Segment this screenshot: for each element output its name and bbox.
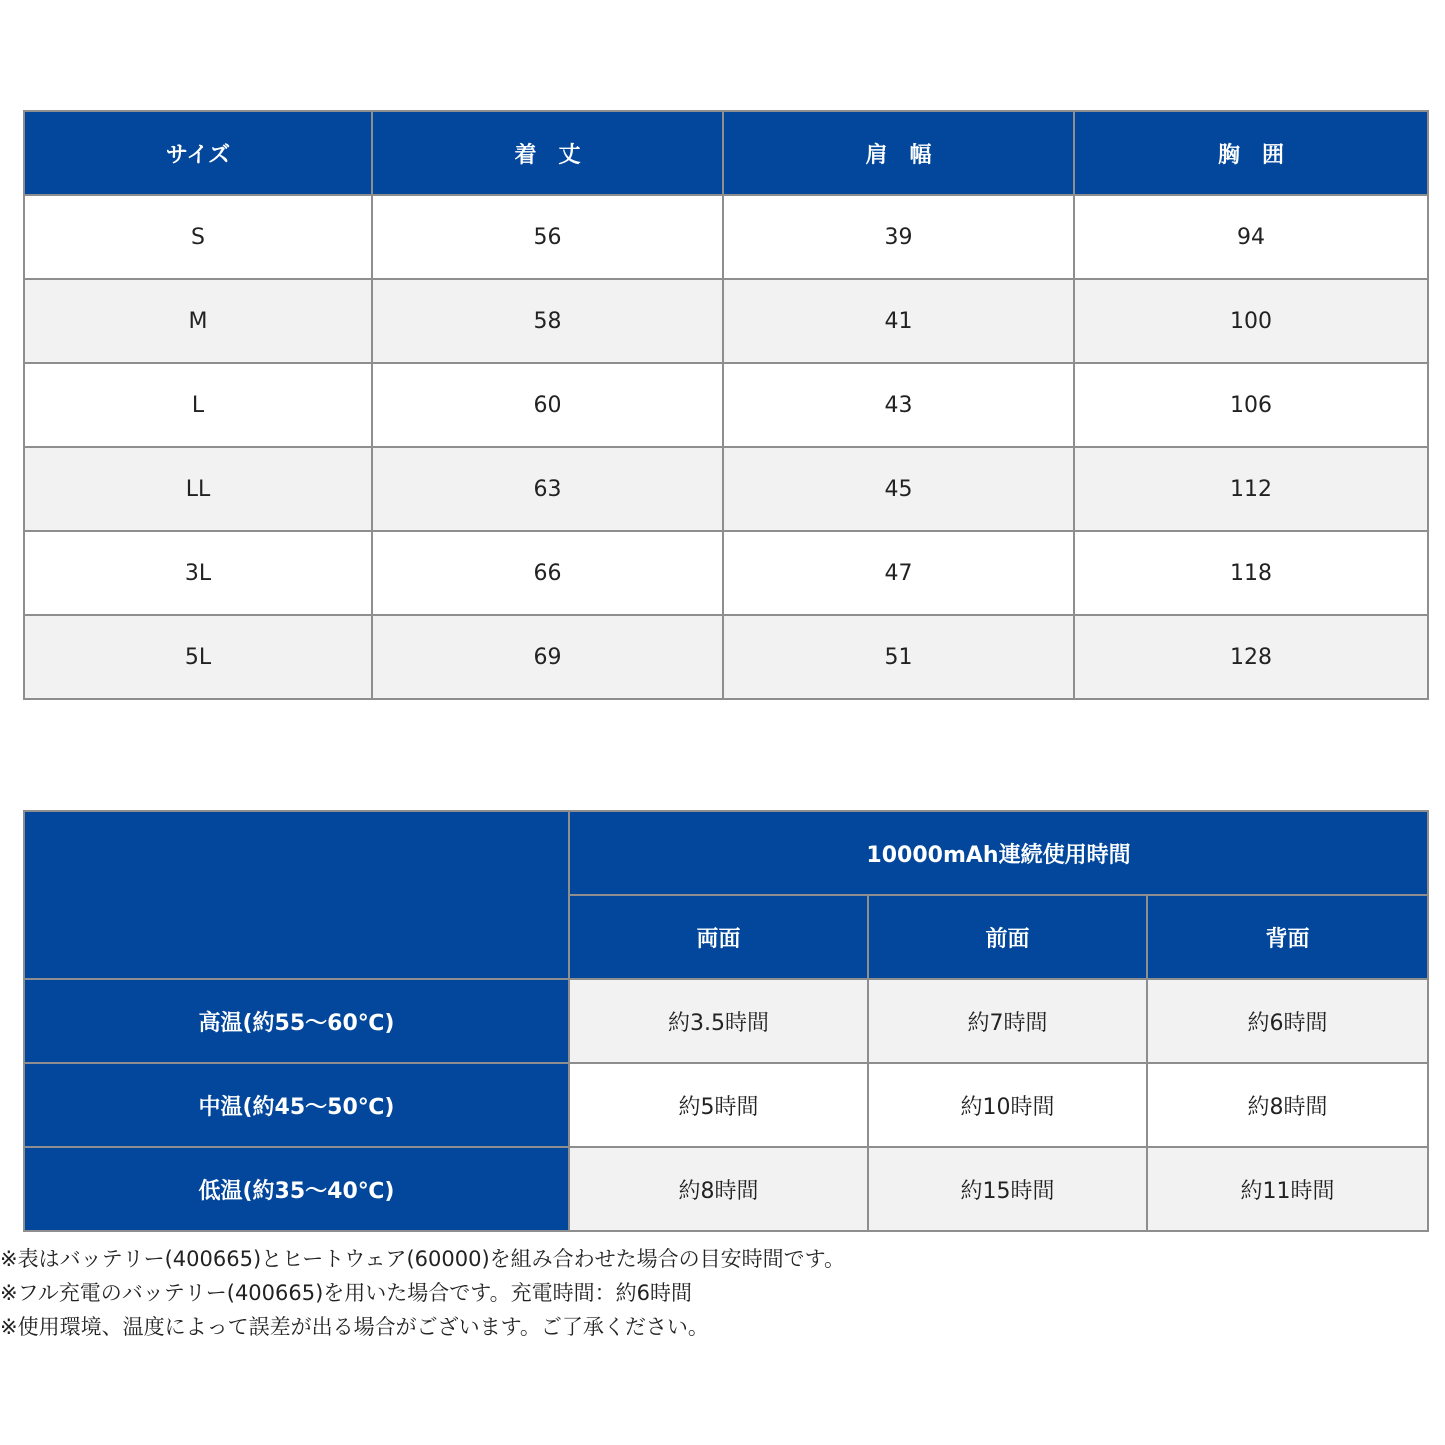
usage-time-table <box>23 810 1429 1232</box>
header-front: 前面 <box>868 895 1147 979</box>
table-row <box>24 279 1428 363</box>
table-row <box>24 195 1428 279</box>
header-back: 背面 <box>1147 895 1428 979</box>
chest-cell: 100 <box>1074 279 1428 363</box>
table-row <box>24 979 1428 1063</box>
time-cell: 約3.5時間 <box>569 979 868 1063</box>
shoulder-cell: 51 <box>723 615 1074 699</box>
time-cell: 約10時間 <box>868 1063 1147 1147</box>
chest-cell: 128 <box>1074 615 1428 699</box>
header-chest: 胸 囲 <box>1074 111 1428 195</box>
size-table-header-row <box>24 111 1428 195</box>
shoulder-cell: 43 <box>723 363 1074 447</box>
table-row <box>24 1147 1428 1231</box>
corner-header <box>24 811 569 979</box>
time-cell: 約11時間 <box>1147 1147 1428 1231</box>
note-line: ※使用環境、温度によって誤差が出る場合がございます。ご了承ください。 <box>0 1315 709 1339</box>
length-cell: 63 <box>372 447 723 531</box>
note-line: ※フル充電のバッテリー(400665)を用いた場合です。充電時間：約6時間 <box>0 1281 692 1305</box>
size-cell: LL <box>24 447 372 531</box>
size-cell: 5L <box>24 615 372 699</box>
time-cell: 約7時間 <box>868 979 1147 1063</box>
table-row <box>24 615 1428 699</box>
length-cell: 56 <box>372 195 723 279</box>
table-row <box>24 531 1428 615</box>
table-row <box>24 447 1428 531</box>
header-length: 着 丈 <box>372 111 723 195</box>
time-table-group-header-row <box>24 811 1428 895</box>
note-line: ※表はバッテリー(400665)とヒートウェア(60000)を組み合わせた場合の目安時間です。 <box>0 1247 845 1271</box>
chest-cell: 112 <box>1074 447 1428 531</box>
size-cell: 3L <box>24 531 372 615</box>
group-header-battery: 10000mAh連続使用時間 <box>569 811 1428 895</box>
shoulder-cell: 41 <box>723 279 1074 363</box>
size-cell: M <box>24 279 372 363</box>
size-table <box>23 110 1429 700</box>
table-row <box>24 1063 1428 1147</box>
size-cell: L <box>24 363 372 447</box>
time-cell: 約6時間 <box>1147 979 1428 1063</box>
header-size: サイズ <box>24 111 372 195</box>
shoulder-cell: 45 <box>723 447 1074 531</box>
notes <box>0 1242 845 1344</box>
row-label-high-temp: 高温(約55〜60℃) <box>24 979 569 1063</box>
length-cell: 66 <box>372 531 723 615</box>
header-shoulder-width: 肩 幅 <box>723 111 1074 195</box>
time-cell: 約15時間 <box>868 1147 1147 1231</box>
shoulder-cell: 47 <box>723 531 1074 615</box>
length-cell: 69 <box>372 615 723 699</box>
time-cell: 約8時間 <box>1147 1063 1428 1147</box>
length-cell: 60 <box>372 363 723 447</box>
time-cell: 約8時間 <box>569 1147 868 1231</box>
chest-cell: 118 <box>1074 531 1428 615</box>
length-cell: 58 <box>372 279 723 363</box>
row-label-low-temp: 低温(約35〜40℃) <box>24 1147 569 1231</box>
size-cell: S <box>24 195 372 279</box>
header-both-sides: 両面 <box>569 895 868 979</box>
chest-cell: 94 <box>1074 195 1428 279</box>
chest-cell: 106 <box>1074 363 1428 447</box>
time-cell: 約5時間 <box>569 1063 868 1147</box>
table-row <box>24 363 1428 447</box>
row-label-mid-temp: 中温(約45〜50℃) <box>24 1063 569 1147</box>
shoulder-cell: 39 <box>723 195 1074 279</box>
